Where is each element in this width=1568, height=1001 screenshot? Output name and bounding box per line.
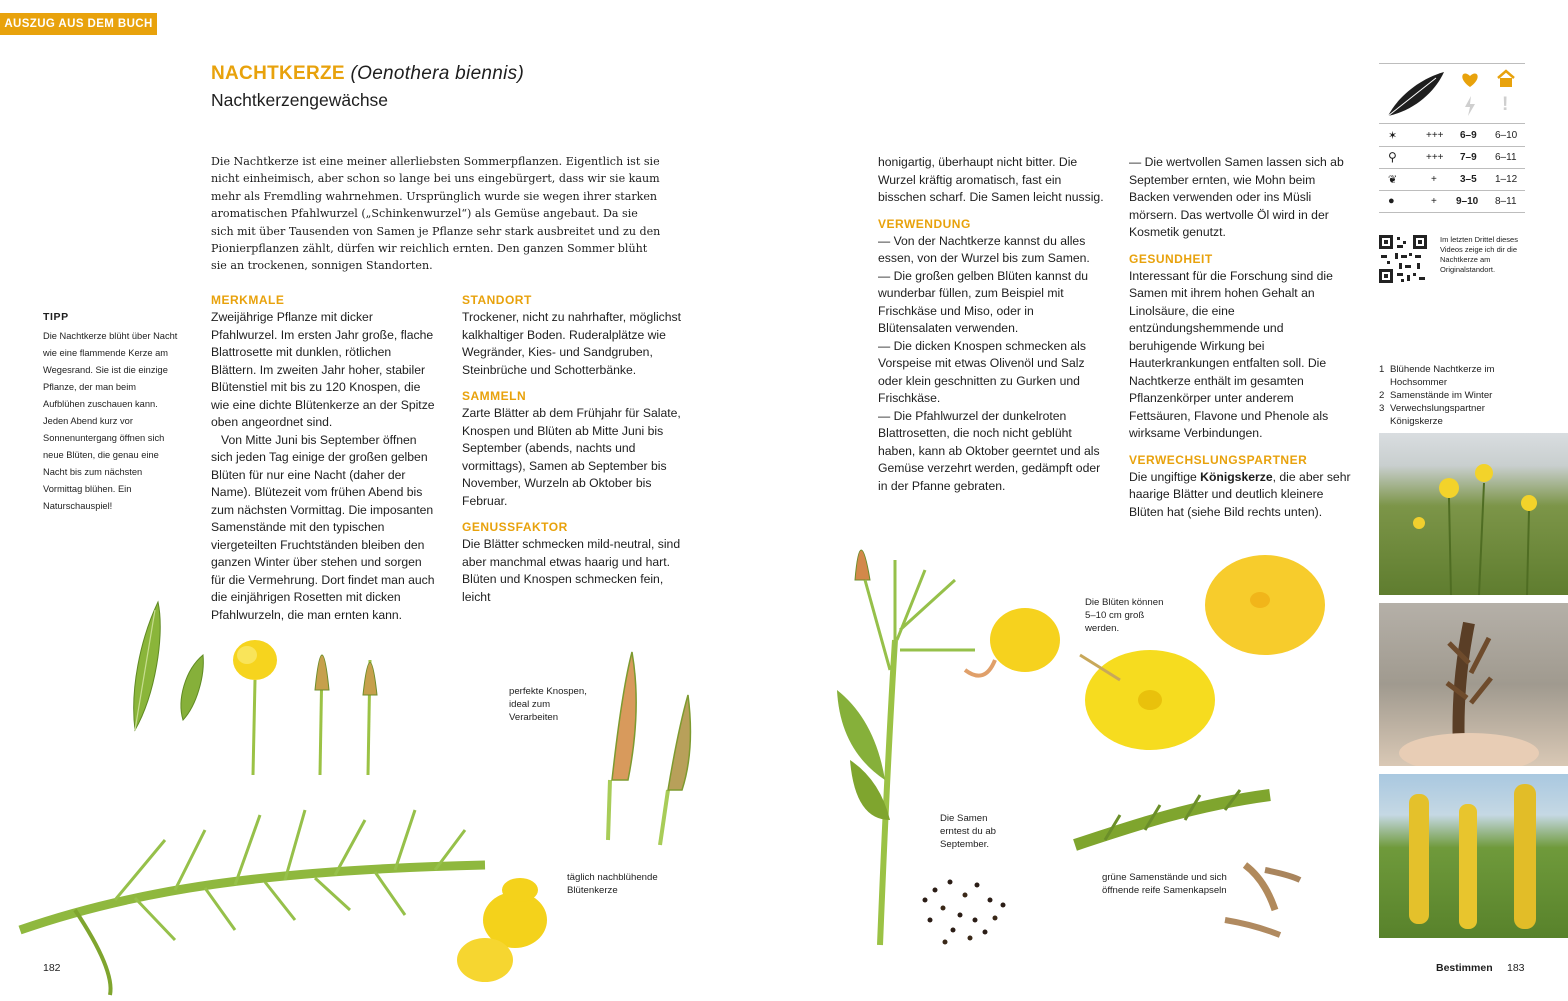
flower-icon: ✶ bbox=[1388, 130, 1398, 142]
seed-pile-illustration bbox=[915, 860, 1015, 950]
best-months: 3–5 bbox=[1460, 174, 1477, 185]
section-heading: GESUNDHEIT bbox=[1129, 251, 1213, 266]
table-rule bbox=[1379, 63, 1525, 64]
leaf-illustration bbox=[125, 600, 215, 735]
tipp-heading: TIPP bbox=[43, 311, 69, 323]
legend-item bbox=[1379, 389, 1539, 402]
gesundheit-text: Interessant für die Forschung sind die Samen mit ihrem hohen Gehalt an Linolsäure, die eine entzündungshemmende und beruhigende Wirkung bei Hauterkrankungen entfalten soll. Die Nachtkerze enthält im gesamten Pflanzenkörper unter anderem Fettsäuren, Flavone und Phenole als wirksame Verbindungen. bbox=[1129, 268, 1333, 440]
rating: +++ bbox=[1426, 130, 1444, 141]
qr-caption: Im letzten Drittel dieses Videos zeige ich dir die Nachtkerze am Originalstandort. bbox=[1440, 235, 1518, 274]
verwendung-item: — Die dicken Knospen schmecken als Vorspeise mit etwas Olivenöl und Salz oder klein geschnitten zu Gurken und Frischkäse. bbox=[878, 338, 1086, 405]
rating: + bbox=[1431, 174, 1437, 185]
verwendung-item: — Von der Nachtkerze kannst du alles essen, von der Wurzel bis zum Samen. bbox=[878, 233, 1090, 265]
rating: +++ bbox=[1426, 152, 1444, 163]
standort-text: Trockener, nicht zu nahrhafter, möglichst kalkhaltiger Boden. Ruderalplätze wie Wegränder, Kies- und Sandgruben, Steinbrüche und Schotterbänke. bbox=[462, 310, 682, 377]
month-range: 6–10 bbox=[1495, 130, 1518, 141]
section-heading: MERKMALE bbox=[211, 293, 285, 307]
section-heading: VERWECHSLUNGSPARTNER bbox=[1129, 452, 1308, 467]
table-rule bbox=[1379, 146, 1525, 147]
column-verwendung bbox=[878, 154, 1104, 495]
table-row bbox=[1379, 125, 1525, 146]
table-row bbox=[1379, 147, 1525, 168]
best-months: 9–10 bbox=[1456, 196, 1479, 207]
section-heading: GENUSSFAKTOR bbox=[462, 520, 568, 534]
verwendung-item: — Die großen gelben Blüten kannst du wunderbar füllen, zum Beispiel mit Frischkäse und Miso, oder in Blütensalaten verwenden. bbox=[878, 268, 1089, 335]
column-merkmale bbox=[211, 282, 435, 624]
verwechslung-text bbox=[1129, 469, 1353, 522]
photo-detail bbox=[1379, 774, 1568, 938]
month-range: 8–11 bbox=[1495, 196, 1517, 207]
legend-item bbox=[1379, 402, 1539, 428]
section-heading: STANDORT bbox=[462, 293, 532, 307]
text-span: , die aber sehr haarige Blätter und deutlich kleinere Blüten hat (siehe Bild rechts unten). bbox=[1129, 469, 1351, 519]
photo-detail bbox=[1379, 433, 1568, 595]
text-bold: Königskerze bbox=[1200, 469, 1273, 484]
caption-samen: Die Samen erntest du ab September. bbox=[940, 813, 997, 850]
genussfaktor-text: Die Blätter schmecken mild-neutral, sind aber manchmal etwas haarig und hart. Blüten und Knospen schmecken fein, leicht bbox=[462, 537, 681, 604]
flower-stem-illustration bbox=[15, 770, 545, 995]
verwendung-item: — Die Pfahlwurzel der dunkelroten Blattrosetten, die noch nicht geblüht haben, kann ab Oktober geerntet und als Gemüse verzehrt werden, gedämpft oder in der Pfanne gebraten. bbox=[878, 408, 1101, 493]
page-number-left: 182 bbox=[43, 962, 61, 974]
lightning-icon bbox=[1464, 96, 1476, 116]
legend-number: 2 bbox=[1379, 390, 1385, 401]
table-rule bbox=[1379, 212, 1525, 213]
plant-name: NACHTKERZE bbox=[211, 63, 345, 84]
section-tag: AUSZUG AUS DEM BUCH bbox=[0, 13, 157, 35]
footer-section: Bestimmen bbox=[1436, 962, 1493, 974]
photo-detail bbox=[1379, 603, 1568, 766]
tipp-text: Die Nachtkerze blüht über Nacht wie eine flammende Kerze am Wegesrand. Sie ist die einzige Pflanze, der man beim Aufblühen zuschauen kann. Jeden Abend kurz vor Sonnenuntergang öffnen sich neue Blüten, die genau eine Nacht bis zum nächsten Vormittag blühen. Ein Naturschauspiel! bbox=[43, 331, 178, 511]
bud-pair-illustration bbox=[600, 650, 700, 850]
photo-samenstaende-winter bbox=[1379, 603, 1568, 766]
flower-bud-illustration bbox=[225, 620, 385, 780]
caption-bluetenkerze: täglich nachblühende Blütenkerze bbox=[567, 872, 658, 896]
caption-blueten: Die Blüten können 5–10 cm groß werden. bbox=[1085, 597, 1164, 634]
caption-knospen: perfekte Knospen, ideal zum Verarbeiten bbox=[509, 686, 587, 723]
heart-icon bbox=[1461, 72, 1479, 88]
house-icon bbox=[1496, 70, 1516, 88]
leaf-icon bbox=[1386, 70, 1446, 120]
legend-number: 3 bbox=[1379, 403, 1385, 414]
table-row bbox=[1379, 191, 1525, 212]
month-range: 1–12 bbox=[1495, 174, 1518, 185]
genussfaktor-cont: honigartig, überhaupt nicht bitter. Die Wurzel kräftig aromatisch, fast ein bisschen scharf. Die Samen leicht nussig. bbox=[878, 155, 1104, 204]
latin-name: (Oenothera biennis) bbox=[350, 63, 525, 84]
photo-bluehende-nachtkerze bbox=[1379, 433, 1568, 595]
samen-text: — Die wertvollen Samen lassen sich ab September ernten, wie Mohn beim Backen verwenden oder ins Müsli mörsern. Das wertvolle Öl wird in der Kosmetik genutzt. bbox=[1129, 155, 1344, 239]
intro-paragraph: Die Nachtkerze ist eine meiner allerliebsten Sommerpflanzen. Eigentlich ist sie nicht einheimisch, aber schon so lange bei uns eingebürgert, dass wir sie kaum mehr als Fremdling wahrnehmen. Ursprünglich wurde sie wegen ihrer starken aromatischen Pfahlwurzel („Schinkenwurzel“) als Gemüse angebaut. Da sie sich mit über Tausenden von Samen je Pflanze sehr stark ausbreitet und zu den Pionierpflanzen zählt, dürfen wir reichlich ernten. Den ganzen Sommer blüht sie an trockenen, sonnigen Standorten. bbox=[211, 155, 661, 273]
best-months: 7–9 bbox=[1460, 152, 1477, 163]
yellow-flowers-illustration bbox=[1080, 550, 1330, 755]
legend-text: Samenstände im Winter bbox=[1390, 390, 1493, 401]
plant-family: Nachtkerzengewächse bbox=[211, 90, 389, 110]
small-leaf-icon: ❦ bbox=[1388, 174, 1398, 186]
text-span: Die ungiftige bbox=[1129, 469, 1201, 484]
section-heading: VERWENDUNG bbox=[878, 216, 971, 231]
exclamation-icon: ! bbox=[1502, 94, 1509, 115]
month-range: 6–11 bbox=[1495, 152, 1517, 163]
table-rule bbox=[1379, 168, 1525, 169]
merkmale-text-1: Zweijährige Pflanze mit dicker Pfahlwurzel. Im ersten Jahr große, flache Blattrosette mit dunklen, rötlichen Blättern. Im zweiten Jahr hoher, stabiler Blütenstiel mit bis zu 120 Knospen, die wie eine dichte Blütenkerze an der Spitze oben angeordnet sind. bbox=[211, 310, 435, 429]
legend-text: Verwechslungspartner Königskerze bbox=[1390, 403, 1485, 427]
merkmale-text-2: Von Mitte Juni bis September öffnen sich jeden Tag einige der großen gelben Blüten für nur eine Nacht (daher der Name). Blütezeit vom frühen Abend bis zum nächsten Vormittag. Die imposanten Samenstände mit den typischen viergeteilten Fruchtständen bleiben den ganzen Winter über stehen und sorgen für die Vermehrung. Dort findet man auch die einjährigen Rosetten mit dicken Pfahlwurzeln, die man ernten kann. bbox=[211, 432, 435, 622]
column-standort bbox=[462, 282, 686, 606]
page-number-right: 183 bbox=[1507, 962, 1525, 974]
legend-number: 1 bbox=[1379, 364, 1385, 375]
rating: + bbox=[1431, 196, 1437, 207]
legend-item bbox=[1379, 363, 1539, 389]
photo-koenigskerze bbox=[1379, 774, 1568, 938]
info-table-rows bbox=[1379, 125, 1525, 213]
fruit-icon: ● bbox=[1388, 195, 1395, 207]
seed-head-illustration bbox=[1075, 785, 1285, 945]
legend-text: Blühende Nachtkerze im Hochsommer bbox=[1390, 364, 1495, 388]
bud-icon: ⚲ bbox=[1388, 150, 1397, 164]
table-rule bbox=[1379, 190, 1525, 191]
section-heading: SAMMELN bbox=[462, 389, 527, 403]
page-title bbox=[211, 63, 524, 85]
caption-samenstaende: grüne Samenstände und sich öffnende reife Samenkapseln bbox=[1102, 872, 1227, 896]
photo-legend bbox=[1379, 363, 1539, 428]
sammeln-text: Zarte Blätter ab dem Frühjahr für Salate, Knospen und Blüten ab Mitte Juni bis September (abends, nachts und vormittags), Samen ab September bis November, Wurzeln ab Oktober bis Februar. bbox=[462, 406, 681, 508]
best-months: 6–9 bbox=[1460, 130, 1477, 141]
column-gesundheit bbox=[1129, 154, 1353, 521]
table-rule bbox=[1379, 123, 1525, 124]
qr-code[interactable] bbox=[1379, 235, 1427, 283]
table-row bbox=[1379, 169, 1525, 190]
